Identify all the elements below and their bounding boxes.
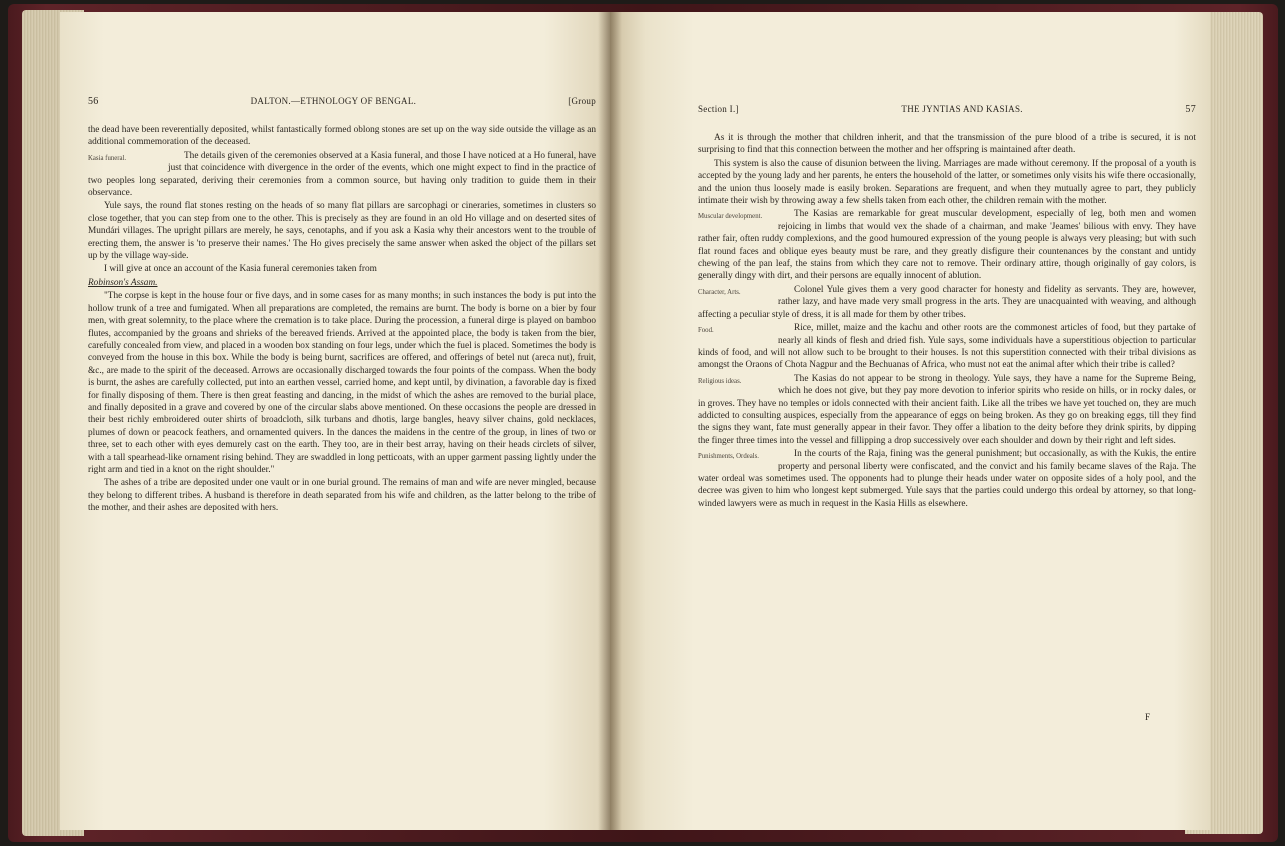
margin-note: Food. [698, 327, 714, 335]
right-running-head [698, 104, 1196, 115]
source-title: Robinson's Assam. [88, 277, 158, 288]
paragraph: The ashes of a tribe are deposited under one vault or in one burial ground. The remains of man and wife are never mingled, because they belong to different tribes. A husband is therefore in death separated from his wife and children, as the latter belong to the tribe of the mother, and their ashes are deposited with hers. [88, 478, 596, 514]
paragraph: Character, Arts. Colonel Yule gives them a very good character for honesty and fidelity as servants. They are, however, rather lazy, and have made very small progress in the arts. They are unacquainted with weaving, and although affecting a peculiar style of dress, it is all made for them by other tribes. [698, 284, 1196, 320]
margin-note: Muscular development. [698, 213, 763, 221]
paragraph: Religious ideas. The Kasias do not appear to be strong in theology. Yule says, they have a name for the Supreme Being, which he does not give, but they pay more devotion to inferior spirits who reside on hills, or in rocky dales, or in groves. They have no temples or idols connected with their ancient faith. Like all the tribes we have yet touched on, they are much addicted to consulting auspices, especially from the appearance of eggs on being broken. As they go on breaking eggs, till they find the signs they want, fate must generally appear in their favor. They offer a libation to the deity before they drink spirits, by dipping the finger three times into the vessel and fillipping a drop successively over each shoulder and down by their right and left sides. [698, 373, 1196, 446]
left-running-title: DALTON.—ETHNOLOGY OF BENGAL. [250, 96, 417, 106]
left-page-body [88, 124, 596, 516]
margin-note: Religious ideas. [698, 377, 742, 385]
right-page-number: 57 [1185, 104, 1196, 115]
quotation: "The corpse is kept in the house four or five days, and in some cases for as many months; in such instances the body is put into the hollow trunk of a tree and fumigated. When all preparations are completed, the remains are burnt. The body is borne on a bier by four men, with great solemnity, to the place where the cremation is to take place. During the procession, a funeral dirge is played on bamboo flutes, accompanied by the groans and shrieks of the bereaved friends. Arrived at the appointed place, the body is taken from the bier, carefully concealed from view, and placed in a wooden box standing on four legs, under which the fuel is placed. Sometimes the body is conveyed from the house in this box. While the body is being burnt, sacrifices are offered, and offerings of betel nut (areca nut), fruit, &c., are made to the spirit of the deceased. Arrows are occasionally discharged towards the four points of the compass. When the body is burnt, the ashes are carefully collected, put into an earthen vessel, carried home, and kept until, by divination, a favorable day is fixed for finally disposing of them. There is then great feasting and dancing, in the midst of which the ashes are removed to the burial place, and finally deposited in a grave and covered by one of the circular slabs above mentioned. On these occasions the people are dressed in their best richly embroidered outer shirts of broadcloth, silk turbans and dhotis, large bangles, heavy silver chains, gold necklaces, plumes of down or peacock feathers, and ornamented quivers. In the dances the maidens in the centre of the group, in lines of two or three, set to each other with eyes demurely cast on the earth. They too, are in their best array, having on their heads circlets of silver, with a tall spearhead-like ornament rising behind. They are swaddled in long petticoats, with an upper garment passing lightly under the right arm and tied in a knot on the right shoulder." [88, 291, 596, 475]
paragraph: Kasia funeral. The details given of the ceremonies observed at a Kasia funeral, and those I have noticed at a Ho funeral, have just that coincidence with divergence in the order of the events, which one might expect to find in the practice of two peoples long separated, deriving their ceremonies from a common source, but having only tradition to guide them in their observance. [88, 150, 596, 199]
signature-mark: F [1144, 712, 1150, 722]
margin-note: Kasia funeral. [88, 154, 127, 162]
right-section-mark: Section I.] [698, 104, 739, 114]
right-page [610, 12, 1210, 830]
paragraph: This system is also the cause of disunion between the living. Marriages are made without ceremony. If the proposal of a youth is accepted by the young lady and her parents, he enters the household of the latter, or sometimes only visits his wife there occasionally, and the union thus loosely made is easily broken. Separations are frequent, and when they mutually agree to part, they publicly intimate their wish by throwing away a few shells taken from each other, the children remain with the mother. [698, 158, 1196, 207]
left-section-mark: [Group [568, 96, 596, 106]
paragraph: the dead have been reverentially deposited, whilst fantastically formed oblong stones are set up on the way side outside the village as an additional commemoration of the deceased. [88, 125, 596, 148]
paragraph: Punishments, Ordeals. In the courts of the Raja, fining was the general punishment; but occasionally, as with the Kukis, the entire property and personal liberty were confiscated, and the convict and his family became slaves of the Raja. The water ordeal was sometimes used. The opponents had to plunge their heads under water on opposite sides of a holy pool, and the decree was given to him who longest kept submerged. Yule says that the parties could undergo this ordeal by attorney, so that long-winded lawyers were as much in request in the Kasia Hills as elsewhere. [698, 449, 1196, 509]
left-page-number: 56 [88, 96, 99, 107]
paragraph: I will give at once an account of the Kasia funeral ceremonies taken from [104, 264, 377, 275]
paragraph: As it is through the mother that children inherit, and that the transmission of the pure blood of a tribe is secured, it is not surprising to find that this connection between the mother and her offspring is maintained after death. [698, 133, 1196, 156]
left-page [60, 12, 610, 830]
paragraph: Muscular development. The Kasias are remarkable for great muscular development, especially of leg, both men and women rejoicing in limbs that would vex the shade of a chairman, and make 'Jeames' bilious with envy. They have rather fair, often ruddy complexions, and the good humoured expression of the young people is always very pleasing; but with such flat round faces and oblique eyes beauty must be rare, and they greatly disfigure their countenances by the constant and untidy chewing of the pan leaf, the stains from which they care not to remove. Their ordinary attire, though originally of gay colors, is generally dingy with dirt, and their persons are equally innocent of ablution. [698, 209, 1196, 282]
paragraph: Food. Rice, millet, maize and the kachu and other roots are the commonest articles of food, but they partake of nearly all kinds of flesh and dried fish. Yule says, some individuals have a superstitious objection to particular kinds of food, and will not allow such to be brought to their houses. Is not this superstition connected with their tribal divisions as amongst the Oraons of Chota Nagpur and the Bechuanas of Africa, who must not eat the animal after which their tribe is called? [698, 323, 1196, 371]
right-running-title: THE JYNTIAS AND KASIAS. [901, 104, 1023, 114]
book-gutter [598, 12, 622, 830]
margin-note: Character, Arts. [698, 288, 741, 296]
margin-note: Punishments, Ordeals. [698, 453, 759, 461]
right-page-body [698, 132, 1196, 511]
left-running-head [88, 96, 596, 107]
paragraph: Yule says, the round flat stones resting on the heads of so many flat pillars are sarcophagi or cineraries, sometimes in clusters so close together, that you can step from one to the other. This is precisely as they are found in an old Ho village and on deserted sites of Mundári villages. The upright pillars are merely, he says, cenotaphs, and if you ask a Kasia why their ancestors went to the trouble of erecting them, the answer is 'to preserve their names.' The Ho gives precisely the same answer when asked the object of the pillars set up by the village way-side. [88, 201, 596, 262]
